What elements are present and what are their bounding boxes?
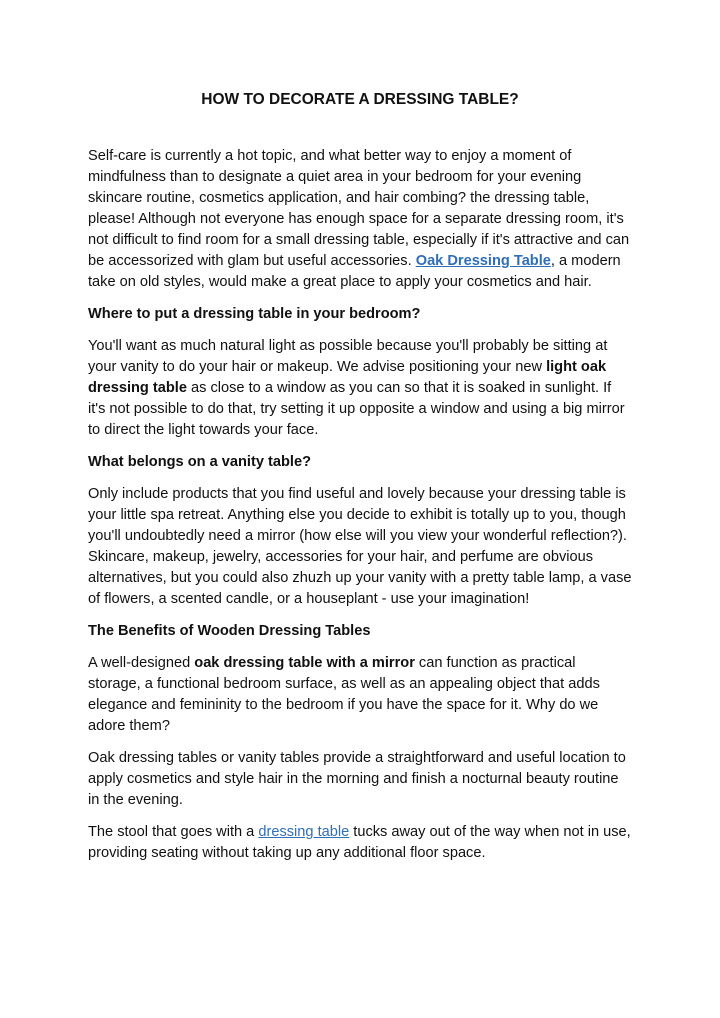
benefits-text-end: can function as practical storage, a functional bedroom surface, as well as an appealing object that adds elegance and femininity to the bedroom if you have the space for it. Why do we adore them?	[88, 655, 600, 734]
placement-text-end: as close to a window as you can so that it is soaked in sunlight. If it's not possible to do that, try setting it up opposite a window and using a big mirror to direct the light towards your face.	[88, 380, 625, 438]
vanity-paragraph: Only include products that you find useful and lovely because your dressing table is your little spa retreat. Anything else you decide to exhibit is totally up to you, though you'll undoubtedly need a mirror (how else will you view your wonderful reflection?). Skincare, makeup, jewelry, accessories for your hair, and perfume are obvious alternatives, but you could also zhuzh up your vanity with a pretty table lamp, a vase of flowers, a scented candle, or a houseplant - use your imagination!	[88, 486, 632, 607]
section-heading-benefits: The Benefits of Wooden Dressing Tables	[88, 623, 371, 639]
placement-bold-text: light oak dressing table	[88, 359, 607, 396]
benefits-paragraph-3	[88, 822, 632, 864]
benefits-bold-text: oak dressing table with a mirror	[194, 655, 415, 671]
section-heading-placement: Where to put a dressing table in your bedroom?	[88, 306, 421, 322]
placement-paragraph	[88, 336, 632, 441]
stool-text-start: The stool that goes with a	[88, 824, 259, 840]
benefits-text-start: A well-designed	[88, 655, 195, 671]
intro-text-start: Self-care is currently a hot topic, and what better way to enjoy a moment of mindfulness than to designate a quiet area in your bedroom for your evening skincare routine, cosmetics application, and hair combing? the dressing table, please! Although not everyone has enough space for a separate dressing room, it's not difficult to find room for a small dressing table, especially if it's attractive and can be accessorized with glam but useful accessories.	[88, 148, 630, 269]
page-title: HOW TO DECORATE A DRESSING TABLE?	[201, 91, 519, 108]
oak-dressing-table-link[interactable]: Oak Dressing Table	[415, 253, 551, 269]
section-heading-vanity: What belongs on a vanity table?	[88, 454, 311, 470]
intro-text-end: , a modern take on old styles, would make a great place to apply your cosmetics and hair.	[88, 253, 621, 290]
placement-text-start: You'll want as much natural light as possible because you'll probably be sitting at your vanity to do your hair or makeup. We advise positioning your new	[88, 338, 608, 375]
stool-text-end: tucks away out of the way when not in use, providing seating without taking up any additional floor space.	[88, 824, 631, 861]
intro-paragraph	[88, 146, 632, 293]
benefits-paragraph-2: Oak dressing tables or vanity tables provide a straightforward and useful location to apply cosmetics and style hair in the morning and finish a nocturnal beauty routine in the evening.	[88, 750, 626, 808]
benefits-paragraph-1	[88, 653, 632, 737]
dressing-table-link[interactable]: dressing table	[258, 824, 350, 840]
